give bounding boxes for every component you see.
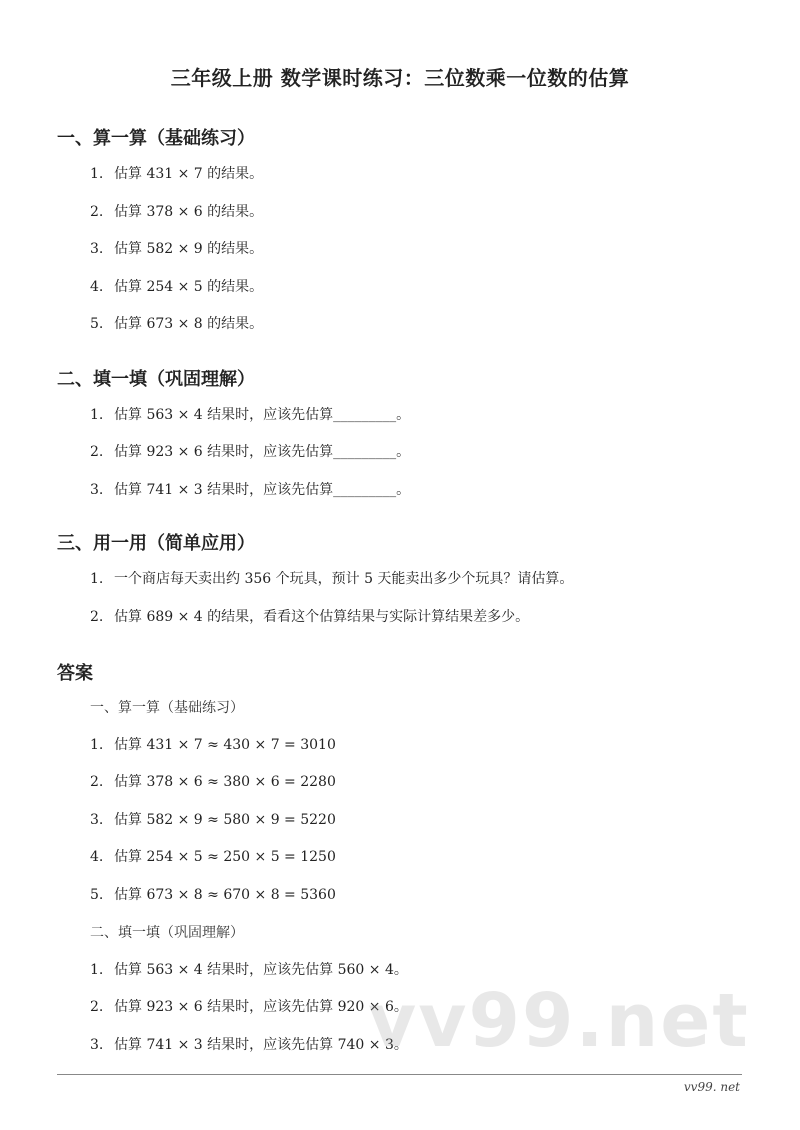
item-text: 估算 563 × 4 结果时，应该先估算_________。	[114, 407, 411, 423]
item-number: 2.	[90, 999, 104, 1015]
answer1-item-2	[90, 772, 336, 792]
section3-heading: 三、用一用（简单应用）	[57, 533, 255, 554]
item-number: 4.	[90, 849, 104, 865]
item-text: 估算 923 × 6 结果时，应该先估算_________。	[114, 444, 411, 460]
item-text: 估算 254 × 5 ≈ 250 × 5 = 1250	[114, 849, 336, 865]
item-text: 估算 582 × 9 的结果。	[114, 241, 264, 257]
section1-item-4	[90, 277, 263, 297]
item-text: 估算 431 × 7 的结果。	[114, 166, 264, 182]
answer2-item-2	[90, 997, 408, 1017]
section3-item-1	[90, 569, 573, 589]
section1-item-1	[90, 164, 263, 184]
item-number: 3.	[90, 241, 104, 257]
item-number: 2.	[90, 609, 104, 625]
item-text: 估算 431 × 7 ≈ 430 × 7 = 3010	[114, 737, 336, 753]
item-number: 1.	[90, 407, 104, 423]
item-number: 3.	[90, 1037, 104, 1053]
item-text: 估算 582 × 9 ≈ 580 × 9 = 5220	[114, 812, 336, 828]
watermark: vv99.net	[368, 978, 750, 1064]
item-text: 估算 689 × 4 的结果，看看这个估算结果与实际计算结果差多少。	[114, 609, 530, 625]
page-title: 三年级上册 数学课时练习：三位数乘一位数的估算	[170, 66, 630, 90]
item-number: 2.	[90, 204, 104, 220]
item-number: 4.	[90, 279, 104, 295]
item-text: 估算 741 × 3 结果时，应该先估算_________。	[114, 482, 411, 498]
item-number: 1.	[90, 737, 104, 753]
section2-item-1	[90, 405, 410, 425]
footer-site-label: vv99. net	[683, 1080, 740, 1094]
item-number: 1.	[90, 166, 104, 182]
item-number: 1.	[90, 571, 104, 587]
item-number: 3.	[90, 812, 104, 828]
item-number: 5.	[90, 316, 104, 332]
answer1-item-4	[90, 847, 336, 867]
section1-heading: 一、算一算（基础练习）	[57, 128, 255, 149]
item-number: 1.	[90, 962, 104, 978]
answers-part2-heading: 二、填一填（巩固理解）	[90, 925, 244, 941]
answer2-item-3	[90, 1035, 408, 1055]
answer1-item-3	[90, 810, 336, 830]
item-text: 估算 563 × 4 结果时，应该先估算 560 × 4。	[114, 962, 408, 978]
section3-item-2	[90, 607, 529, 627]
item-text: 一个商店每天卖出约 356 个玩具，预计 5 天能卖出多少个玩具？请估算。	[114, 571, 574, 587]
section1-item-3	[90, 239, 263, 259]
item-text: 估算 254 × 5 的结果。	[114, 279, 264, 295]
item-number: 3.	[90, 482, 104, 498]
section1-item-2	[90, 202, 263, 222]
item-text: 估算 673 × 8 的结果。	[114, 316, 264, 332]
answers-heading: 答案	[57, 663, 93, 684]
item-number: 5.	[90, 887, 104, 903]
section2-heading: 二、填一填（巩固理解）	[57, 369, 255, 390]
answer1-item-5	[90, 885, 336, 905]
item-text: 估算 378 × 6 ≈ 380 × 6 = 2280	[114, 774, 336, 790]
item-text: 估算 923 × 6 结果时，应该先估算 920 × 6。	[114, 999, 408, 1015]
item-text: 估算 378 × 6 的结果。	[114, 204, 264, 220]
footer-divider	[57, 1074, 742, 1075]
section1-item-5	[90, 314, 263, 334]
answer1-item-1	[90, 735, 336, 755]
section2-item-3	[90, 480, 410, 500]
item-number: 2.	[90, 444, 104, 460]
item-text: 估算 741 × 3 结果时，应该先估算 740 × 3。	[114, 1037, 408, 1053]
section2-item-2	[90, 442, 410, 462]
answer2-item-1	[90, 960, 408, 980]
item-number: 2.	[90, 774, 104, 790]
answers-part1-heading: 一、算一算（基础练习）	[90, 700, 244, 716]
item-text: 估算 673 × 8 ≈ 670 × 8 = 5360	[114, 887, 336, 903]
